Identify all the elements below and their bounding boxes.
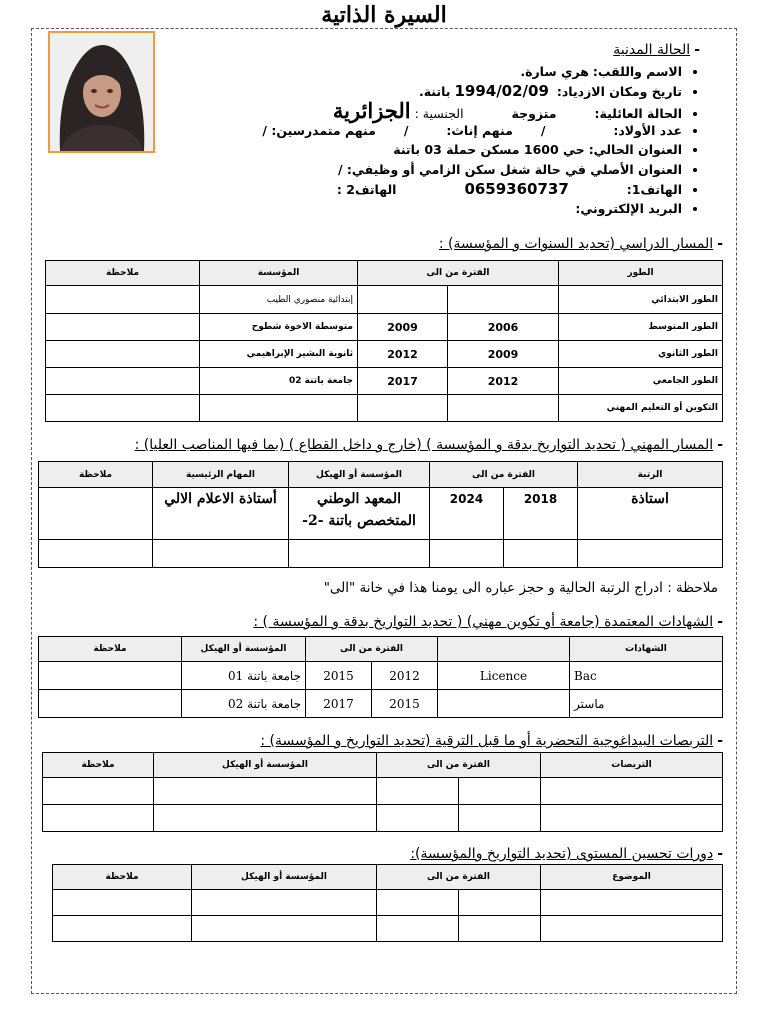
- internships-table: [42, 752, 723, 832]
- professional-section-title: -المسار المهني ( تحديد التواريخ بدقة و المؤسسة ) (خارج و داخل القطاع ) (بما فيها المناصب العليا) :: [134, 437, 723, 453]
- professional-table: [38, 461, 723, 568]
- family-row: • الحالة العائلية: متزوجة الجنسية : الجزائرية: [180, 101, 682, 121]
- email-row: • البريد الإلكتروني:: [180, 199, 682, 219]
- cert-header-spec: [438, 637, 570, 662]
- table-row: التكوين أو التعليم المهني: [46, 395, 723, 422]
- civil-status-section: -الحالة المدنية • الاسم واللقب: هري سارة. • تاريخ ومكان الازدياد: 1994/02/09 باتنة. • الحالة العائلية: متزوجة الجنسية : الجزائرية • عدد الأولاد: / منهم إناث: / منهم متمدرسين: / • العنوان الحالي: حي 1600 مسكن حملة 03 باتنة • العنوان الأصلي في حالة شغل سكن الزامي أو وظيفي: / • الهاتف1: 0659360737 الهاتف2 : • البريد الإلكتروني:: [180, 42, 700, 219]
- table-row: [43, 778, 723, 805]
- civil-section-title: الحالة المدنية: [613, 42, 691, 58]
- table-row: استاذة 2018 2024 المعهد الوطني المتخصص باتنة -2- أستاذة الاعلام الالي: [39, 488, 723, 540]
- prof-header-institution: المؤسسة أو الهيكل: [289, 462, 430, 488]
- birth-row: • تاريخ ومكان الازدياد: 1994/02/09 باتنة.: [180, 82, 682, 102]
- table-row: [43, 805, 723, 832]
- table-row: الطور الجامعي 2012 2017 جامعة باتنة 02: [46, 368, 723, 395]
- courses-table: [52, 864, 723, 942]
- table-row: الطور المتوسط 2006 2009 متوسطة الاخوة شطوح: [46, 314, 723, 341]
- table-row: الطور الابتدائي إبتدائية منصوري الطيب: [46, 286, 723, 314]
- courses-section-title: -دورات تحسين المستوى (تحديد التواريخ والمؤسسة):: [410, 846, 723, 862]
- intern-header-item: التربصات: [541, 753, 723, 778]
- prof-header-note: ملاحظة: [39, 462, 153, 488]
- internships-section-title: -التربصات البيداغوجية التحضرية أو ما قبل الترقية (تحديد التواريخ و المؤسسة) :: [260, 733, 723, 749]
- original-address-row: • العنوان الأصلي في حالة شغل سكن الزامي أو وظيفي: /: [180, 160, 682, 180]
- course-header-institution: المؤسسة أو الهيكل: [192, 865, 377, 890]
- course-header-item: الموضوع: [541, 865, 723, 890]
- page-title: السيرة الذاتية: [321, 2, 447, 28]
- children-row: • عدد الأولاد: / منهم إناث: / منهم متمدرسين: /: [180, 121, 682, 141]
- prof-header-period: الفترة من الى: [430, 462, 578, 488]
- phone-row: • الهاتف1: 0659360737 الهاتف2 :: [180, 180, 682, 200]
- cert-header-note: ملاحظة: [39, 637, 182, 662]
- name-row: • الاسم واللقب: هري سارة.: [180, 62, 682, 82]
- phone1-value: 0659360737: [464, 179, 569, 198]
- note-line: ملاحظة : ادراج الرتبة الحالية و حجز عباره الى يومنا هذا في خانة "الى": [323, 580, 718, 596]
- cert-header-institution: المؤسسة أو الهيكل: [182, 637, 306, 662]
- address-row: • العنوان الحالي: حي 1600 مسكن حملة 03 باتنة: [180, 140, 682, 160]
- table-row: ماستر 2015 2017 جامعة باتنة 02: [39, 690, 723, 718]
- course-header-note: ملاحظة: [53, 865, 192, 890]
- study-table: [45, 260, 723, 422]
- cert-header-period: الفترة من الى: [306, 637, 438, 662]
- table-row: Bac Licence 2012 2015 جامعة باتنة 01: [39, 662, 723, 690]
- cert-header-cert: الشهادات: [570, 637, 723, 662]
- profile-photo: [48, 31, 155, 153]
- study-header-note: ملاحظة: [46, 261, 200, 286]
- study-header-institution: المؤسسة: [200, 261, 358, 286]
- certificates-table: [38, 636, 723, 718]
- course-header-period: الفترة من الى: [377, 865, 541, 890]
- study-header-period: الفترة من الى: [358, 261, 559, 286]
- intern-header-note: ملاحظة: [43, 753, 154, 778]
- table-row: [39, 540, 723, 568]
- prof-header-tasks: المهام الرئيسية: [153, 462, 289, 488]
- prof-header-rank: الرتبة: [578, 462, 723, 488]
- table-row: الطور الثانوي 2009 2012 ثانوية البشير الإبراهيمي: [46, 341, 723, 368]
- certificates-section-title: -الشهادات المعتمدة (جامعة أو تكوين مهني) ( تحديد التواريخ بدقة و المؤسسة ) :: [253, 614, 723, 630]
- study-section-title: -المسار الدراسي (تحديد السنوات و المؤسسة) :: [438, 236, 723, 252]
- table-row: [53, 916, 723, 942]
- intern-header-institution: المؤسسة أو الهيكل: [154, 753, 377, 778]
- nationality-value: الجزائرية: [332, 98, 411, 124]
- study-header-level: الطور: [559, 261, 723, 286]
- intern-header-period: الفترة من الى: [377, 753, 541, 778]
- table-row: [53, 890, 723, 916]
